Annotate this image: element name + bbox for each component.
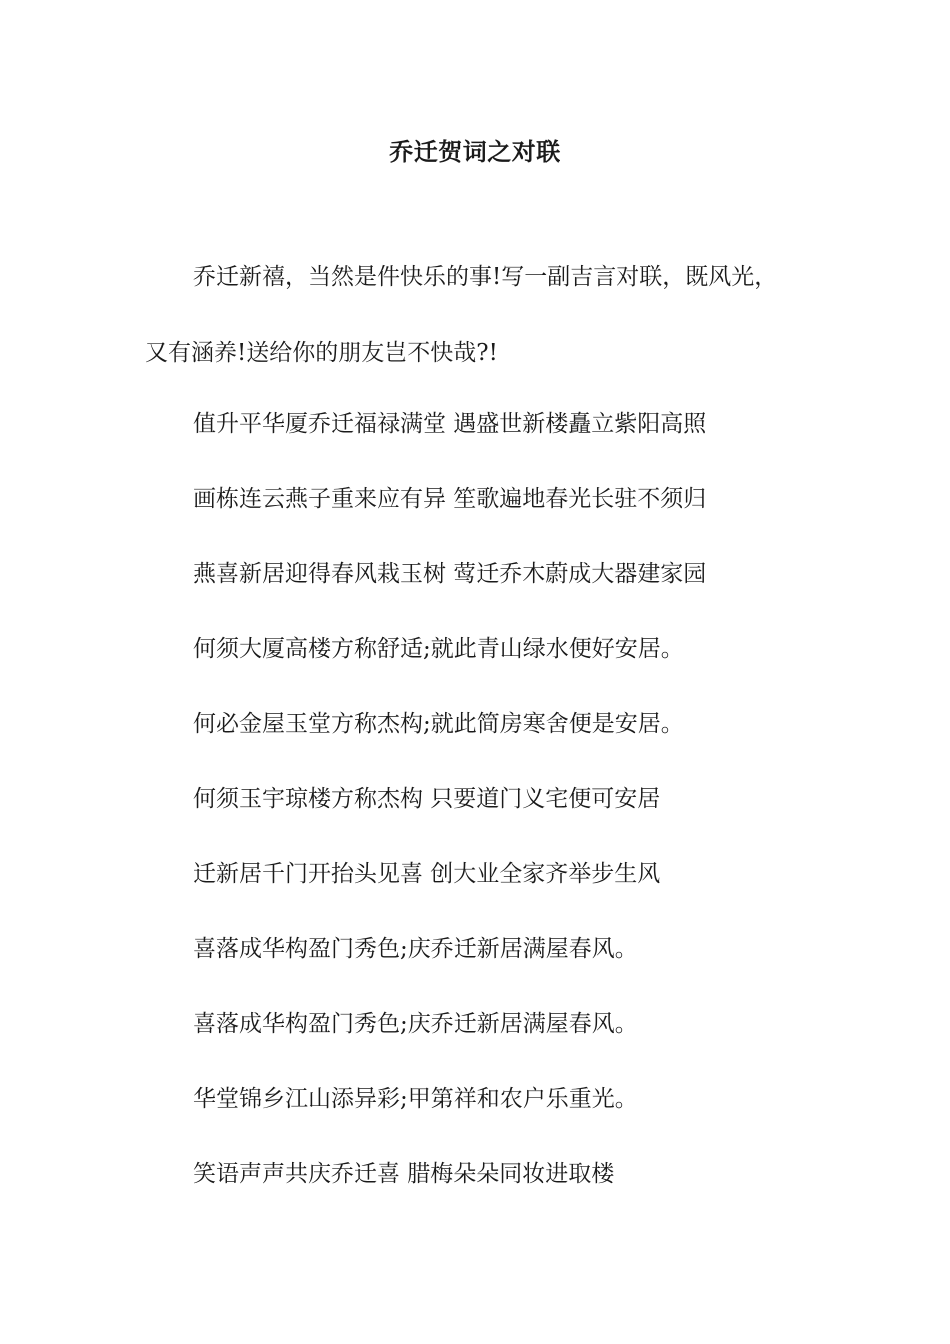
couplet-line: 画栋连云燕子重来应有异 笙歌遍地春光长驻不须归 (193, 486, 707, 512)
couplet-line: 何须玉宇琼楼方称杰构 只要道门义宅便可安居 (193, 786, 661, 812)
couplet-line: 喜落成华构盈门秀色;庆乔迁新居满屋春风。 (193, 936, 638, 962)
couplet-line: 燕喜新居迎得春风栽玉树 莺迁乔木蔚成大器建家园 (193, 561, 707, 587)
couplet-line: 喜落成华构盈门秀色;庆乔迁新居满屋春风。 (193, 1011, 638, 1037)
couplet-line: 迁新居千门开抬头见喜 创大业全家齐举步生风 (193, 861, 661, 887)
intro-line-1: 乔迁新禧，当然是件快乐的事!写一副吉言对联，既风光， (193, 264, 778, 290)
couplet-list (193, 406, 853, 1231)
intro-line-2: 又有涵养!送给你的朋友岂不快哉?! (145, 340, 498, 366)
couplet-line: 何须大厦高楼方称舒适;就此青山绿水便好安居。 (193, 636, 684, 662)
couplet-line: 笑语声声共庆乔迁喜 腊梅朵朵同妆进取楼 (193, 1161, 615, 1187)
couplet-line: 何必金屋玉堂方称杰构;就此简房寒舍便是安居。 (193, 711, 684, 737)
document-title: 乔迁贺词之对联 (389, 137, 561, 166)
couplet-line: 华堂锦乡江山添异彩;甲第祥和农户乐重光。 (193, 1086, 638, 1112)
intro-paragraph (145, 258, 805, 372)
couplet-line: 值升平华厦乔迁福禄满堂 遇盛世新楼矗立紫阳高照 (193, 411, 707, 437)
